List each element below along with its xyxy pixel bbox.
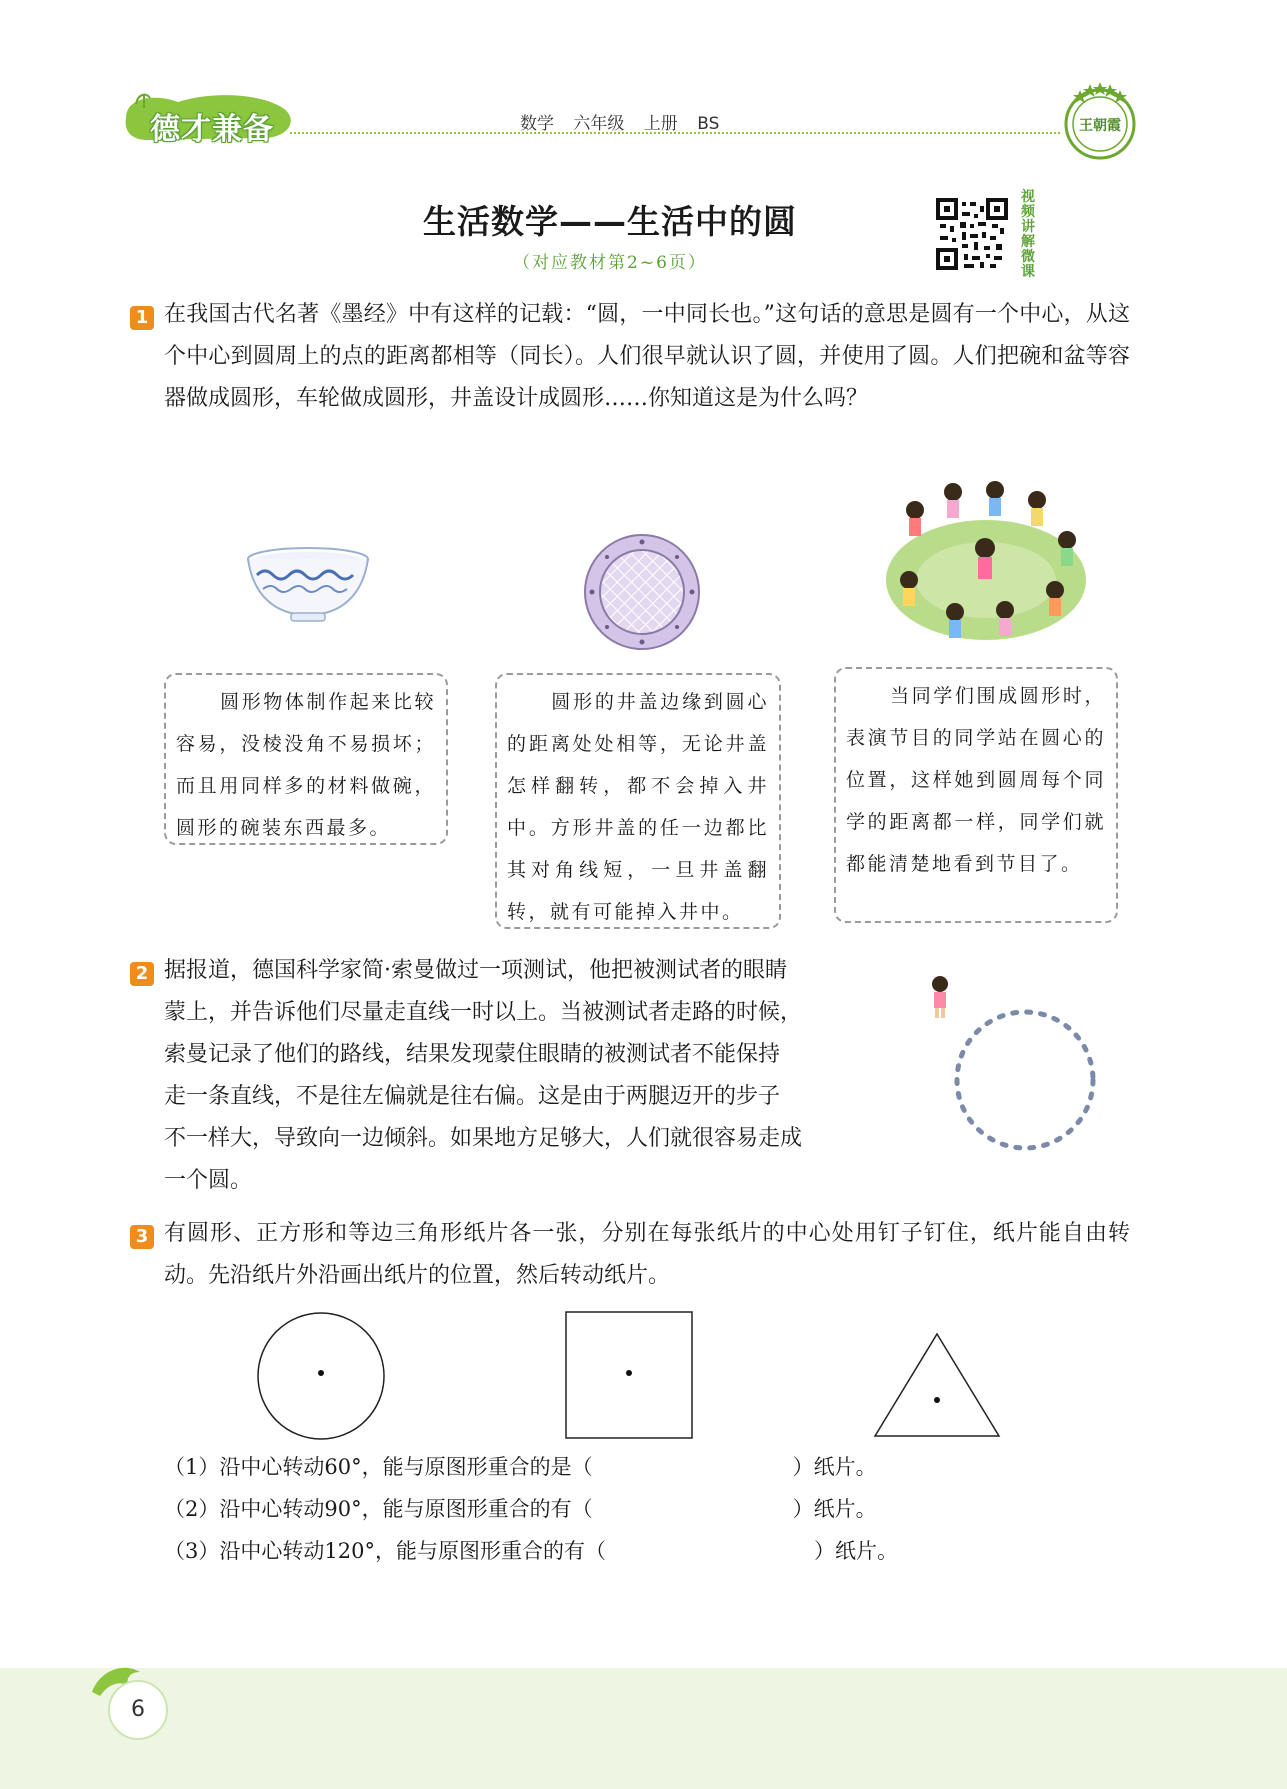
qr-code-label: 视频讲解微课 — [1021, 189, 1035, 280]
circle-paper-figure — [255, 1310, 387, 1442]
manhole-cover-illustration — [582, 532, 702, 652]
children-circle-illustration — [885, 470, 1087, 648]
square-paper-figure — [564, 1310, 694, 1440]
question-1: （1）沿中心转动60°，能与原图形重合的是（ ）纸片。 — [164, 1455, 877, 1479]
triangle-paper-figure — [873, 1332, 1001, 1440]
problem-3-text: 有圆形、正方形和等边三角形纸片各一张，分别在每张纸片的中心处用钉子钉住，纸片能自由转动。先沿纸片外沿画出纸片的位置，然后转动纸片。 — [164, 1221, 1130, 1288]
problem-2-text: 据报道，德国科学家简·索曼做过一项测试，他把被测试者的眼睛 蒙上，并告诉他们尽量走直线一时以上。当被测试者走路的时候， 索曼记录了他们的路线，结果发现蒙住眼睛的被测试者不能保持 走一条直线，不是往左偏就是往右偏。这是由于两腿迈开的步子 不一样大，导致向一边倾斜。如果地方足够大，人们就很容易走成 一个圆。 — [164, 958, 803, 1193]
explanation-bubble-bowl: 圆形物体制作起来比较容易，没棱没角不易损坏；而且用同样多的材料做碗，圆形的碗装东西最多。 — [164, 673, 448, 845]
svg-text:王朝霞: 王朝霞 — [1079, 118, 1121, 134]
problem-2-number: 2 — [130, 962, 154, 986]
explanation-bubble-children: 当同学们围成圆形时，表演节目的同学站在圆心的位置，这样她到圆周每个同学的距离都一样，同学们就都能清楚地看到节目了。 — [834, 667, 1118, 923]
question-2: （2）沿中心转动90°，能与原图形重合的有（ ）纸片。 — [164, 1497, 877, 1521]
problem-1-number: 1 — [130, 306, 154, 330]
footprint-circle-illustration — [920, 970, 1120, 1180]
qr-code-icon[interactable] — [936, 198, 1008, 270]
header-divider — [290, 132, 1060, 134]
publisher-seal-icon — [1058, 78, 1142, 162]
page-subtitle: （对应教材第2~6页） — [513, 253, 707, 273]
problem-3-number: 3 — [130, 1225, 154, 1249]
bowl-illustration — [245, 545, 371, 625]
page-title: 生活数学——生活中的圆 — [423, 202, 797, 241]
question-3: （3）沿中心转动120°，能与原图形重合的有（ ）纸片。 — [164, 1539, 898, 1563]
problem-1-text: 在我国古代名著《墨经》中有这样的记载：“圆，一中同长也。”这句话的意思是圆有一个中心，从这个中心到圆周上的点的距离都相等（同长）。人们很早就认识了圆，并使用了圆。人们把碗和盆等容器做成圆形，车轮做成圆形，井盖设计成圆形……你知道这是为什么吗？ — [164, 302, 1130, 411]
footer-band — [0, 1668, 1287, 1789]
page-number: 6 — [108, 1680, 168, 1740]
book-info: 数学 六年级 上册 BS — [520, 114, 720, 134]
explanation-bubble-manhole: 圆形的井盖边缘到圆心的距离处处相等，无论井盖怎样翻转，都不会掉入井中。方形井盖的任一边都比其对角线短，一旦井盖翻转，就有可能掉入井中。 — [495, 673, 781, 929]
brand-logo-text: 德才兼备 — [150, 112, 274, 147]
